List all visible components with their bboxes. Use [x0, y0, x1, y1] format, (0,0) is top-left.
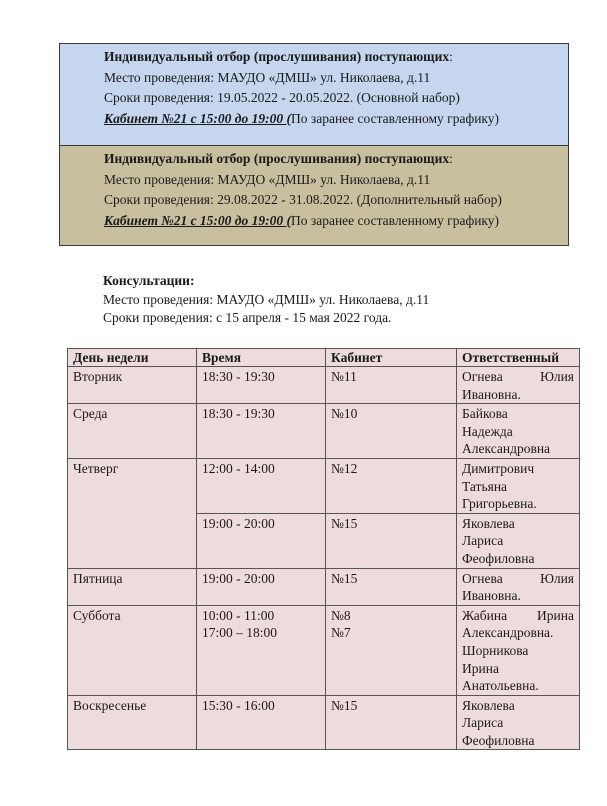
person-line: Татьяна [462, 478, 508, 494]
person-line: Димитрович [462, 460, 535, 476]
time-cell [197, 695, 326, 750]
person-line: Ирина [462, 660, 499, 676]
time-cell [197, 458, 326, 513]
day-cell: Суббота [68, 605, 197, 695]
time-cell-line: 19:00 - 20:00 [202, 515, 275, 531]
person-line: Феофиловна [462, 550, 535, 566]
time-cell-line: 18:30 - 19:30 [202, 406, 275, 422]
person-line: Огнева Юлия [462, 570, 574, 586]
time-cell-line: 18:30 - 19:30 [202, 369, 275, 384]
box-place: Место проведения: МАУДО «ДМШ» ул. Николаева, д.11 [104, 69, 431, 85]
box-dates: Сроки проведения: 19.05.2022 - 20.05.2022. (Основной набор) [104, 90, 460, 105]
room-cell-line: №15 [331, 570, 358, 586]
consultations-place: Место проведения: МАУДО «ДМШ» ул. Николаева, д.11 [103, 291, 430, 307]
schedule-table [67, 348, 580, 750]
room-cell-line: №7 [331, 625, 351, 641]
table-row [68, 404, 580, 459]
person-line: Феофиловна [462, 732, 535, 748]
time-cell [197, 605, 326, 695]
person-line: Александровна. [462, 625, 554, 641]
header-day: День недели [68, 349, 197, 367]
time-cell-line: 15:30 - 16:00 [202, 697, 275, 713]
person-line: Яковлева [462, 697, 515, 713]
person-line: Анатольевна. [462, 678, 539, 694]
day-cell: Воскресенье [68, 695, 197, 750]
time-cell-line: 10:00 - 11:00 [202, 607, 275, 623]
room-cell-line: №8 [331, 607, 351, 623]
room-cell [326, 568, 457, 605]
time-cell [197, 568, 326, 605]
day-cell: Четверг [68, 458, 197, 513]
day-cell: Пятница [68, 568, 197, 605]
box-room: Кабинет №21 с 15:00 до 19:00 (По заранее составленному графику) [104, 110, 500, 126]
main-admission-box [59, 43, 569, 145]
person-line: Надежда [462, 423, 513, 439]
room-cell [326, 458, 457, 513]
room-cell [326, 513, 457, 568]
person-line: Ивановна. [462, 588, 521, 604]
room-cell-line: №15 [331, 515, 358, 531]
table-row [68, 458, 580, 513]
table-row [68, 695, 580, 750]
consultations-heading: Консультации: [103, 273, 195, 288]
room-cell-line: №10 [331, 406, 358, 422]
person-line: Александровна [462, 441, 551, 457]
room-cell-line: №12 [331, 460, 358, 476]
person-line: Байкова [462, 406, 508, 422]
table-row [68, 513, 580, 568]
table-row [68, 568, 580, 605]
header-time: Время [197, 349, 326, 367]
person-line: Жабина Ирина [462, 607, 574, 623]
schedule-body [68, 367, 580, 750]
person-cell [457, 367, 580, 404]
time-cell-line: 19:00 - 20:00 [202, 570, 275, 586]
time-cell [197, 513, 326, 568]
person-line: Лариса [462, 715, 504, 731]
person-line: Ивановна. [462, 386, 521, 402]
person-cell [457, 568, 580, 605]
person-cell [457, 695, 580, 750]
person-cell [457, 605, 580, 695]
room-cell-line: №11 [331, 369, 357, 384]
person-cell [457, 404, 580, 459]
box-place: Место проведения: МАУДО «ДМШ» ул. Николаева, д.11 [104, 171, 431, 187]
person-cell [457, 458, 580, 513]
day-cell: Вторник [68, 367, 197, 404]
person-line: Огнева Юлия [462, 369, 574, 384]
time-cell [197, 367, 326, 404]
header-person: Ответственный [457, 349, 580, 367]
table-row [68, 367, 580, 404]
person-line: Лариса [462, 533, 504, 549]
extra-admission-box [59, 145, 569, 246]
person-line: Яковлева [462, 515, 515, 531]
room-cell [326, 695, 457, 750]
person-cell [457, 513, 580, 568]
person-line: Григорьевна. [462, 496, 537, 512]
time-cell-line: 12:00 - 14:00 [202, 460, 275, 476]
box-room: Кабинет №21 с 15:00 до 19:00 (По заранее составленному графику) [104, 212, 500, 228]
consultations-dates: Сроки проведения: с 15 апреля - 15 мая 2022 года. [103, 310, 392, 325]
table-row [68, 605, 580, 695]
day-cell: Среда [68, 404, 197, 459]
time-cell [197, 404, 326, 459]
person-line: Шорникова [462, 642, 529, 658]
header-room: Кабинет [326, 349, 457, 367]
table-header-row [68, 349, 580, 367]
box-heading: Индивидуальный отбор (прослушивания) поступающих: [104, 49, 453, 64]
day-cell [68, 513, 197, 568]
box-dates: Сроки проведения: 29.08.2022 - 31.08.2022. (Дополнительный набор) [104, 192, 502, 207]
room-cell [326, 404, 457, 459]
box-heading: Индивидуальный отбор (прослушивания) поступающих: [104, 151, 453, 166]
consultations-block [103, 272, 429, 328]
room-cell [326, 605, 457, 695]
time-cell-line: 17:00 – 18:00 [202, 625, 278, 641]
room-cell [326, 367, 457, 404]
room-cell-line: №15 [331, 697, 358, 713]
